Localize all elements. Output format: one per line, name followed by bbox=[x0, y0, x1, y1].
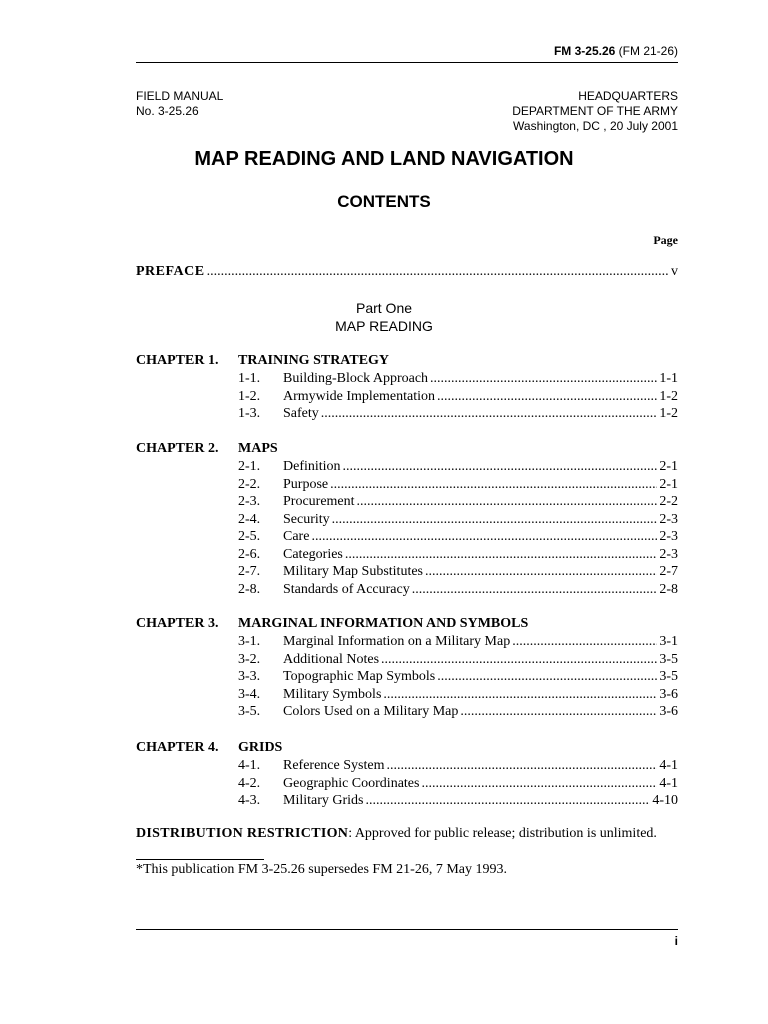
entry-title: Building-Block Approach bbox=[283, 371, 429, 386]
dot-leader bbox=[343, 458, 658, 476]
toc-chapter bbox=[136, 352, 678, 423]
entry-title: Reference System bbox=[283, 758, 385, 773]
toc-entry[interactable] bbox=[136, 370, 678, 388]
entry-page: 3-1 bbox=[659, 634, 678, 649]
contents-heading: CONTENTS bbox=[337, 192, 431, 211]
chapter-heading[interactable] bbox=[136, 739, 678, 757]
running-header bbox=[554, 44, 678, 58]
entry-number: 3-2. bbox=[238, 651, 261, 667]
entry-page: 2-7 bbox=[659, 564, 678, 579]
chapter-number: CHAPTER 1. bbox=[136, 353, 219, 368]
dot-leader bbox=[460, 703, 657, 721]
entry-number: 1-3. bbox=[238, 406, 261, 421]
toc-entry[interactable] bbox=[136, 686, 678, 704]
dot-leader bbox=[437, 668, 657, 686]
entry-number: 2-5. bbox=[238, 529, 261, 544]
entry-title: Topographic Map Symbols bbox=[283, 669, 436, 684]
entry-number: 4-1. bbox=[238, 758, 261, 773]
toc-entry[interactable] bbox=[136, 405, 678, 423]
chapter-heading[interactable] bbox=[136, 615, 678, 633]
superseded-number: (FM 21-26) bbox=[618, 44, 678, 58]
toc-entry[interactable] bbox=[136, 493, 678, 511]
entry-page: 2-2 bbox=[659, 494, 678, 509]
entry-page: 3-5 bbox=[659, 651, 678, 667]
department-label: DEPARTMENT OF THE ARMY bbox=[512, 104, 678, 118]
dot-leader bbox=[412, 581, 658, 599]
dot-leader bbox=[321, 405, 658, 423]
entry-title: Geographic Coordinates bbox=[283, 775, 420, 791]
dot-leader bbox=[421, 775, 657, 793]
entry-number: 1-2. bbox=[238, 388, 261, 404]
entry-page: 2-1 bbox=[659, 476, 678, 492]
distribution-label: DISTRIBUTION RESTRICTION bbox=[136, 826, 349, 841]
dot-leader bbox=[332, 511, 658, 529]
chapter-number: CHAPTER 3. bbox=[136, 616, 219, 631]
toc-entry[interactable] bbox=[136, 633, 678, 651]
dot-leader bbox=[386, 757, 657, 775]
toc-entry[interactable] bbox=[136, 546, 678, 564]
entry-title: Military Map Substitutes bbox=[283, 564, 423, 579]
dot-leader bbox=[425, 563, 657, 581]
entry-title: Safety bbox=[283, 406, 319, 421]
entry-number: 2-4. bbox=[238, 511, 261, 527]
preface-page: v bbox=[671, 264, 678, 279]
entry-title: Care bbox=[283, 529, 310, 544]
toc-entry[interactable] bbox=[136, 563, 678, 581]
entry-number: 2-7. bbox=[238, 564, 261, 579]
entry-number: 3-5. bbox=[238, 704, 261, 719]
entry-number: 4-2. bbox=[238, 775, 261, 791]
entry-page: 1-2 bbox=[659, 388, 678, 404]
toc-preface[interactable] bbox=[136, 264, 678, 280]
toc-entry[interactable] bbox=[136, 703, 678, 721]
dot-leader bbox=[512, 633, 657, 651]
entry-number: 2-1. bbox=[238, 459, 261, 474]
entry-page: 3-6 bbox=[659, 704, 678, 719]
chapter-title: MAPS bbox=[238, 441, 278, 456]
entry-number: 1-1. bbox=[238, 371, 261, 386]
entry-page: 1-1 bbox=[659, 371, 678, 386]
entry-page: 2-1 bbox=[659, 459, 678, 474]
document-title: MAP READING AND LAND NAVIGATION bbox=[194, 148, 574, 170]
dot-leader bbox=[381, 651, 657, 669]
dot-leader bbox=[383, 686, 657, 704]
entry-page: 2-3 bbox=[659, 529, 678, 544]
part-heading bbox=[0, 299, 768, 335]
dot-leader bbox=[311, 528, 657, 546]
entry-title: Armywide Implementation bbox=[283, 388, 436, 404]
toc-entry[interactable] bbox=[136, 757, 678, 775]
distribution-restriction bbox=[136, 826, 678, 842]
chapter-number: CHAPTER 4. bbox=[136, 740, 219, 755]
dot-leader bbox=[345, 546, 657, 564]
field-manual-label: FIELD MANUAL bbox=[136, 89, 224, 103]
page-folio: i bbox=[674, 934, 678, 948]
chapter-title: GRIDS bbox=[238, 740, 283, 755]
entry-number: 3-3. bbox=[238, 669, 261, 684]
entry-page: 2-3 bbox=[659, 546, 678, 562]
footnote-rule bbox=[136, 859, 264, 860]
toc-entry[interactable] bbox=[136, 775, 678, 793]
entry-title: Purpose bbox=[283, 476, 329, 492]
dot-leader bbox=[437, 388, 657, 406]
chapter-heading[interactable] bbox=[136, 352, 678, 370]
entry-number: 2-6. bbox=[238, 546, 261, 562]
toc-entry[interactable] bbox=[136, 476, 678, 494]
toc-entry[interactable] bbox=[136, 388, 678, 406]
distribution-text: : Approved for public release; distribution is unlimited. bbox=[348, 826, 657, 841]
entry-number: 2-2. bbox=[238, 476, 261, 492]
toc-entry[interactable] bbox=[136, 511, 678, 529]
toc-entry[interactable] bbox=[136, 581, 678, 599]
headquarters-label: HEADQUARTERS bbox=[578, 89, 678, 103]
footnote: *This publication FM 3-25.26 supersedes FM 21-26, 7 May 1993. bbox=[136, 862, 507, 877]
entry-title: Definition bbox=[283, 459, 341, 474]
dot-leader bbox=[207, 264, 669, 280]
toc-entry[interactable] bbox=[136, 458, 678, 476]
field-manual-number: No. 3-25.26 bbox=[136, 104, 199, 118]
entry-title: Standards of Accuracy bbox=[283, 581, 410, 597]
toc-entry[interactable] bbox=[136, 792, 678, 810]
toc-chapter bbox=[136, 440, 678, 598]
part-title: MAP READING bbox=[335, 318, 433, 334]
header-rule bbox=[136, 62, 678, 63]
preface-label: PREFACE bbox=[136, 264, 205, 279]
entry-page: 3-6 bbox=[659, 686, 678, 702]
entry-title: Procurement bbox=[283, 494, 355, 509]
dot-leader bbox=[357, 493, 658, 511]
dot-leader bbox=[330, 476, 657, 494]
entry-page: 3-5 bbox=[659, 669, 678, 684]
toc-chapter bbox=[136, 615, 678, 721]
dot-leader bbox=[366, 792, 651, 810]
entry-number: 4-3. bbox=[238, 793, 261, 808]
entry-number: 3-4. bbox=[238, 686, 261, 702]
toc-chapter bbox=[136, 739, 678, 810]
toc-entry[interactable] bbox=[136, 668, 678, 686]
publication-number: FM 3-25.26 bbox=[553, 44, 616, 58]
entry-title: Categories bbox=[283, 546, 343, 562]
entry-page: 1-2 bbox=[659, 406, 678, 421]
headquarters-block bbox=[512, 89, 678, 134]
toc-entry[interactable] bbox=[136, 528, 678, 546]
publication-date: Washington, DC , 20 July 2001 bbox=[513, 119, 678, 133]
entry-number: 3-1. bbox=[238, 634, 261, 649]
entry-page: 4-10 bbox=[652, 793, 678, 808]
entry-page: 2-8 bbox=[659, 581, 678, 597]
dot-leader bbox=[430, 370, 657, 388]
entry-title: Marginal Information on a Military Map bbox=[283, 634, 511, 649]
part-number: Part One bbox=[355, 300, 413, 316]
entry-page: 4-1 bbox=[659, 775, 678, 791]
entry-title: Additional Notes bbox=[283, 651, 380, 667]
chapter-title: MARGINAL INFORMATION AND SYMBOLS bbox=[238, 616, 529, 631]
chapter-heading[interactable] bbox=[136, 440, 678, 458]
toc-entry[interactable] bbox=[136, 651, 678, 669]
chapter-title: TRAINING STRATEGY bbox=[238, 353, 390, 368]
chapter-number: CHAPTER 2. bbox=[136, 441, 219, 456]
entry-number: 2-3. bbox=[238, 494, 261, 509]
field-manual-block bbox=[136, 89, 223, 119]
entry-page: 2-3 bbox=[659, 511, 678, 527]
page-column-label: Page bbox=[653, 233, 678, 247]
entry-page: 4-1 bbox=[659, 758, 678, 773]
footer-rule bbox=[136, 929, 678, 930]
entry-title: Military Symbols bbox=[283, 686, 382, 702]
entry-title: Security bbox=[283, 511, 330, 527]
entry-title: Colors Used on a Military Map bbox=[283, 704, 459, 719]
entry-number: 2-8. bbox=[238, 581, 261, 597]
entry-title: Military Grids bbox=[283, 793, 364, 808]
